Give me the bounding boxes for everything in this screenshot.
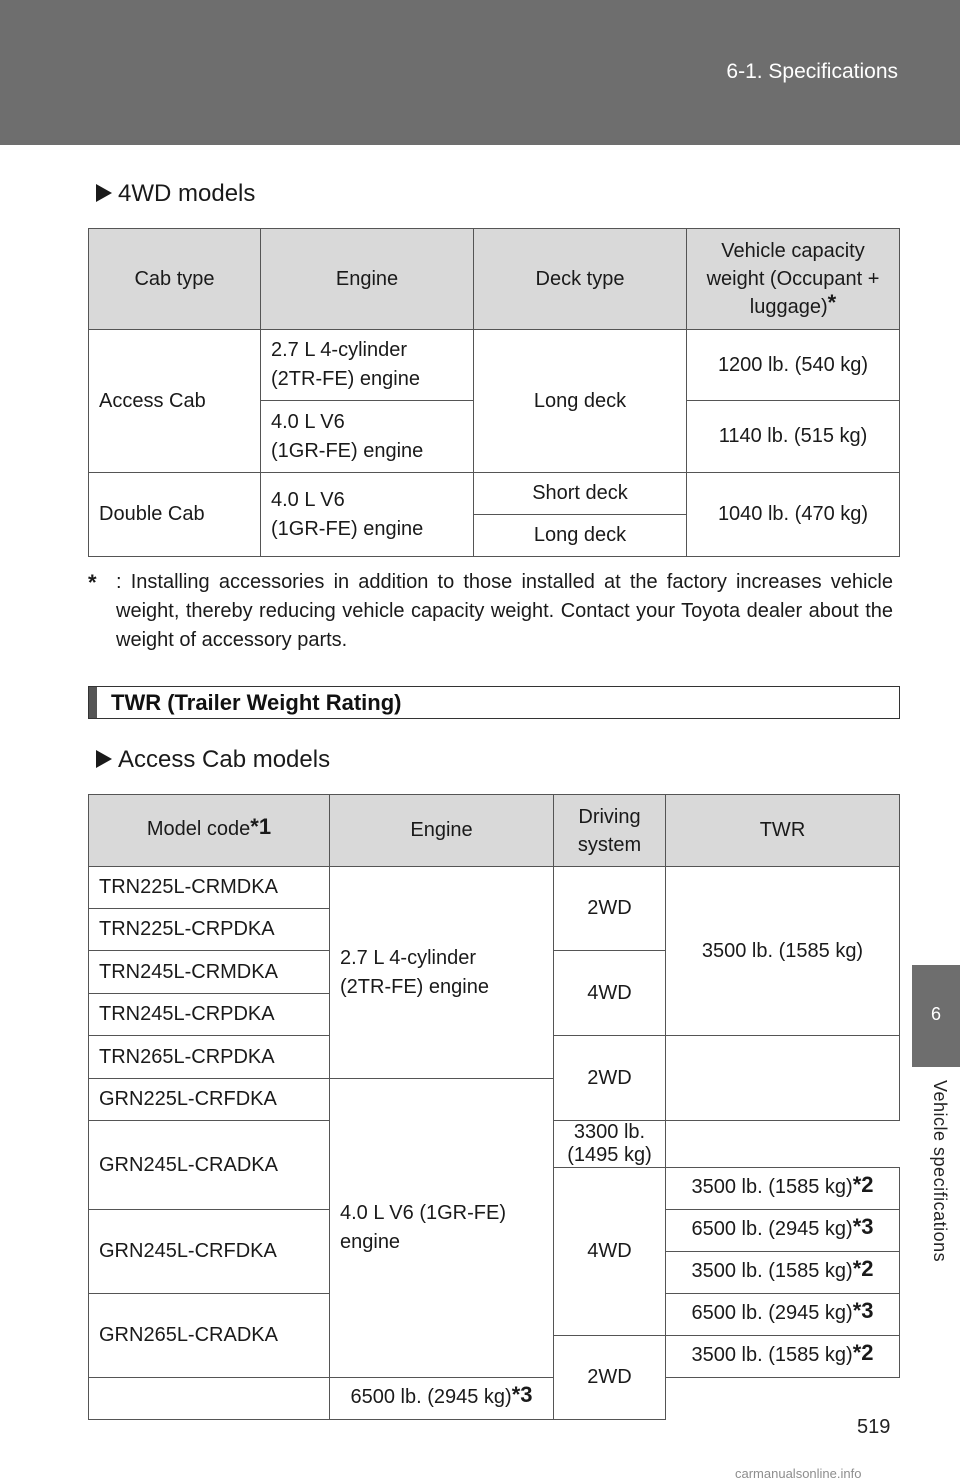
table-header-row xyxy=(89,229,900,330)
spacer-cell xyxy=(89,1378,330,1420)
triangle-bullet-icon xyxy=(96,184,112,202)
watermark: carmanualsonline.info xyxy=(735,1466,862,1481)
deck-type-cell: Long deck xyxy=(474,330,687,473)
drive-cell: 4WD xyxy=(554,1168,666,1336)
header-engine: Engine xyxy=(261,229,474,330)
capacity-cell: 1140 lb. (515 kg) xyxy=(687,401,900,473)
header-title: 6-1. Specifications xyxy=(726,60,898,83)
engine-cell: 4.0 L V6 (1GR-FE) engine xyxy=(261,401,474,473)
table-header-row xyxy=(89,795,900,867)
heading-4wd-models: 4WD models xyxy=(96,180,255,208)
header-cab-type: Cab type xyxy=(89,229,261,330)
section-title: TWR (Trailer Weight Rating) xyxy=(111,690,402,715)
section-title-bar xyxy=(88,686,900,719)
capacity-cell: 1040 lb. (470 kg) xyxy=(687,473,900,557)
table-row xyxy=(89,330,900,401)
page-header xyxy=(0,0,960,145)
table-row xyxy=(89,473,900,515)
header-model-code: Model code$^{*1}$ xyxy=(89,795,330,867)
model-code-cell: TRN265L-CRPDKA xyxy=(89,1036,330,1079)
footnote xyxy=(88,568,893,655)
header-twr: TWR xyxy=(666,795,900,867)
model-code-cell: TRN225L-CRMDKA xyxy=(89,867,330,909)
drive-cell: 4WD xyxy=(554,951,666,1036)
deck-type-cell: Short deck xyxy=(474,473,687,515)
table-row xyxy=(89,1378,900,1420)
chapter-tab-label: Vehicle specifications xyxy=(930,1080,950,1263)
section-accent xyxy=(89,687,97,718)
header-deck-type: Deck type xyxy=(474,229,687,330)
model-code-cell: GRN225L-CRFDKA xyxy=(89,1079,330,1121)
twr-cell: 3500 lb. (1585 kg)$^{*2}$ xyxy=(666,1252,900,1294)
twr-cell xyxy=(666,1036,900,1121)
model-code-cell: GRN245L-CRFDKA xyxy=(89,1210,330,1294)
deck-type-cell: Long deck xyxy=(474,515,687,557)
twr-cell: 6500 lb. (2945 kg)$^{*3}$ xyxy=(666,1294,900,1336)
engine-cell: 4.0 L V6 (1GR-FE) engine xyxy=(261,473,474,557)
footnote-text: : Installing accessories in addition to those installed at the factory increases vehicle weight, thereby reducing vehicle capacity weight. Contact your Toyota dealer about the weight of accessory parts. xyxy=(116,571,893,651)
header-driving-system: Driving system xyxy=(554,795,666,867)
model-code-cell: TRN245L-CRMDKA xyxy=(89,951,330,994)
twr-cell: 3500 lb. (1585 kg)$^{*2}$ xyxy=(666,1336,900,1378)
footnote-mark: * xyxy=(88,570,97,595)
chapter-tab-number[interactable]: 6 xyxy=(912,965,960,1067)
header-capacity: Vehicle capacity weight (Occupant + luggage)* xyxy=(687,229,900,330)
capacity-cell: 1200 lb. (540 kg) xyxy=(687,330,900,401)
twr-cell: 6500 lb. (2945 kg)$^{*3}$ xyxy=(666,1210,900,1252)
drive-cell: 2WD xyxy=(554,1336,666,1420)
model-code-cell: TRN225L-CRPDKA xyxy=(89,909,330,951)
engine-cell: 2.7 L 4-cylinder (2TR-FE) engine xyxy=(261,330,474,401)
engine-cell: 4.0 L V6 (1GR-FE) engine xyxy=(330,1079,554,1378)
drive-cell: 2WD xyxy=(554,867,666,951)
twr-cell: 3500 lb. (1585 kg) xyxy=(666,867,900,1036)
engine-cell: 2.7 L 4-cylinder (2TR-FE) engine xyxy=(330,867,554,1079)
cab-type-cell: Access Cab xyxy=(89,330,261,473)
model-code-cell: GRN265L-CRADKA xyxy=(89,1294,330,1378)
table-row xyxy=(89,867,900,909)
cab-type-cell: Double Cab xyxy=(89,473,261,557)
twr-cell: 6500 lb. (2945 kg)$^{*3}$ xyxy=(330,1378,554,1420)
twr-cell: 3300 lb. (1495 kg) xyxy=(554,1121,666,1168)
drive-cell: 2WD xyxy=(554,1036,666,1121)
capacity-table xyxy=(88,228,900,557)
page-number: 519 xyxy=(857,1416,891,1438)
header-engine: Engine xyxy=(330,795,554,867)
triangle-bullet-icon xyxy=(96,750,112,768)
model-code-cell: GRN245L-CRADKA xyxy=(89,1121,330,1210)
twr-cell: 3500 lb. (1585 kg)$^{*2}$ xyxy=(666,1168,900,1210)
model-code-cell: TRN245L-CRPDKA xyxy=(89,994,330,1036)
twr-table xyxy=(88,794,900,1420)
heading-access-cab-models: Access Cab models xyxy=(96,746,330,774)
